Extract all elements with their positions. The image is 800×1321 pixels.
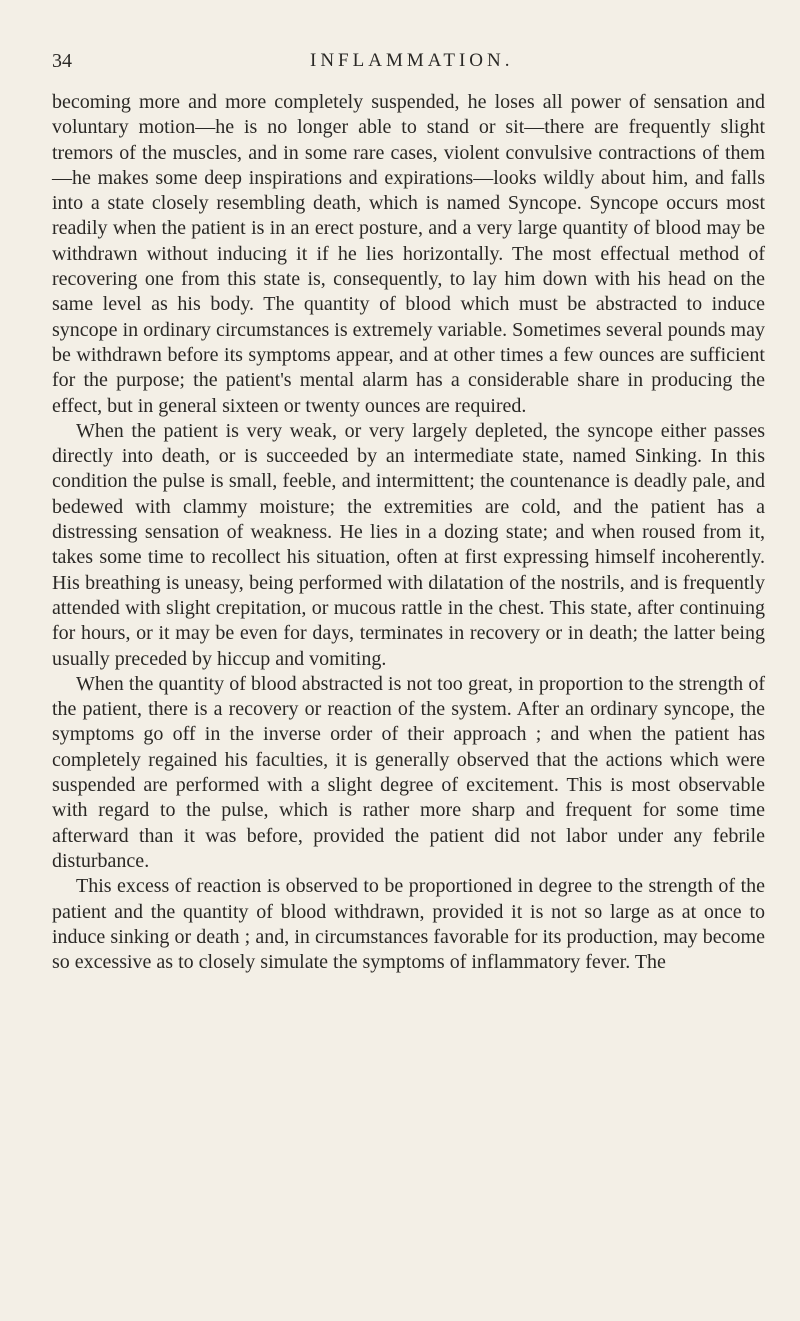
paragraph-excess-reaction: This excess of reaction is observed to be proportioned in degree to the strength of the patient and the quantity of blood withdrawn, provided it is not so large as at once to induce sinking or death ; and, in circumstances favorable for its production, may become so excessive as to closely simulate the symptoms of inflammatory fever. The [52, 875, 765, 974]
running-title: INFLAMMATION. [310, 50, 514, 71]
page-number: 34 [52, 50, 72, 72]
page-header [52, 50, 740, 80]
paragraph-reaction: When the quantity of blood abstracted is not too great, in proportion to the strength of the patient, there is a recovery or reaction of the system. After an ordinary syncope, the symptoms go off in the inverse order of their approach ; and when the patient has completely regained his faculties, it is generally observed that the actions which were suspended are performed with a slight degree of excitement. This is most observable with regard to the pulse, which is rather more sharp and frequent for some time afterward than it was before, provided the patient did not labor under any febrile disturbance. [52, 672, 765, 872]
paragraph-sinking: When the patient is very weak, or very largely depleted, the syncope either passes directly into death, or is succeeded by an intermediate state, named Sinking. In this condition the pulse is small, feeble, and intermittent; the countenance is deadly pale, and bedewed with clammy moisture; the extremities are cold, and the patient has a distressing sensation of weakness. He lies in a dozing state; and when roused from it, takes some time to recollect his situation, often at first expressing himself incoherently. His breathing is uneasy, being performed with dilatation of the nostrils, and is frequently attended with slight crepitation, or mucous rattle in the chest. This state, after continuing for hours, or it may be even for days, terminates in recovery or in death; the latter being usually preceded by hiccup and vomiting. [52, 419, 765, 670]
paragraph-syncope: becoming more and more completely suspended, he loses all power of sensation and voluntary motion—he is no longer able to stand or sit—there are frequently slight tremors of the muscles, and in some rare cases, violent convulsive contractions of them—he makes some deep inspirations and expirations—looks wildly about him, and falls into a state closely resembling death, which is named Syncope. Syncope occurs most readily when the patient is in an erect posture, and a very large quantity of blood may be withdrawn without inducing it if he lies horizontally. The most effectual method of recovering one from this state is, consequently, to lay him down with his head on the same level as his body. The quantity of blood which must be abstracted to induce syncope in ordinary circumstances is extremely variable. Sometimes several pounds may be withdrawn before its symptoms appear, and at other times a few ounces are sufficient for the purpose; the patient's mental alarm has a considerable share in producing the effect, but in general sixteen or twenty ounces are required. [52, 91, 765, 417]
body-text [52, 90, 765, 975]
